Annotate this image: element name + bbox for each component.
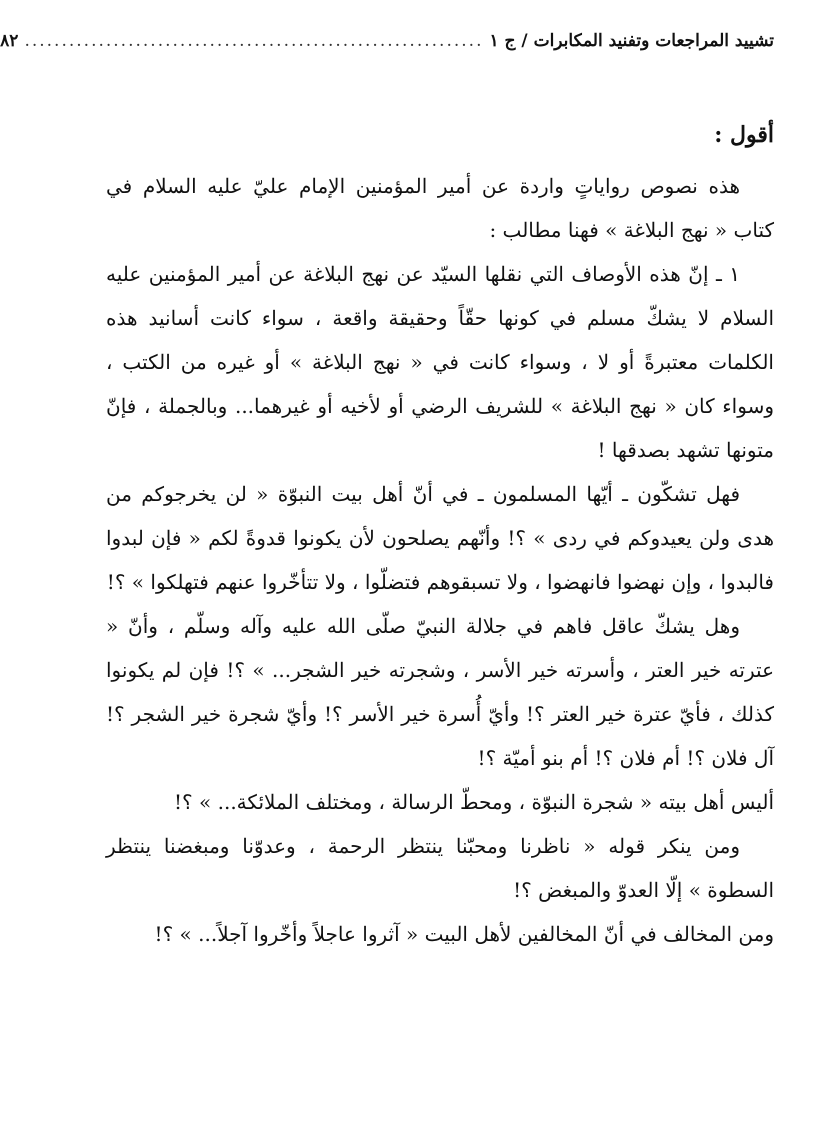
paragraph-question-prophet: وهل يشكّ عاقل فاهم في جلالة النبيّ صلّى الله عليه وآله وسلّم ، وأنّ « عترته خير العتر ، وأسرته خير الأسر ، وشجرته خير الشجر... » ؟! فإن لم يكونوا كذلك ، فأيّ عترة خير العتر ؟! وأيّ أُسرة خير الأسر ؟! وأيّ شجرة خير الشجر ؟! آل فلان ؟! أم فلان ؟! أم بنو أميّة ؟! xyxy=(106,614,774,770)
body-text xyxy=(106,164,774,956)
paragraph-point-1: ١ ـ إنّ هذه الأوصاف التي نقلها السيّد عن نهج البلاغة عن أمير المؤمنين عليه السلام لا يشكّ مسلم في كونها حقّاً وحقيقة واقعة ، سواء كانت أسانيد هذه الكلمات معتبرةً أو لا ، وسواء كانت في « نهج البلاغة » أو غيره من الكتب ، وسواء كان « نهج البلاغة » للشريف الرضي أو لأخيه أو غيرهما... وبالجملة ، فإنّ متونها تشهد بصدقها ! xyxy=(106,262,774,462)
running-header xyxy=(0,28,774,54)
paragraph-question-opponents: ومن المخالف في أنّ المخالفين لأهل البيت « آثروا عاجلاً وأخّروا آجلاً... » ؟! xyxy=(154,922,774,946)
paragraph-question-ahl-al-bayt: فهل تشكّون ـ أيّها المسلمون ـ في أنّ أهل بيت النبوّة « لن يخرجوكم من هدى ولن يعيدوكم في ردى » ؟! وأنّهم يصلحون لأن يكونوا قدوةً لكم « فإن لبدوا فالبدوا ، وإن نهضوا فانهضوا ، ولا تسبقوهم فتضلّوا ، ولا تتأخّروا عنهم فتهلكوا » ؟! xyxy=(106,482,774,594)
book-page xyxy=(0,28,774,956)
paragraph-intro: هذه نصوص رواياتٍ واردة عن أمير المؤمنين الإمام عليّ عليه السلام في كتاب « نهج البلاغة » فهنا مطالب : xyxy=(106,174,774,242)
book-title: تشييد المراجعات وتفنيد المكابرات / ج ١ xyxy=(489,31,774,51)
paragraph-question-deniers: ومن ينكر قوله « ناظرنا ومحبّنا ينتظر الرحمة ، وعدوّنا ومبغضنا ينتظر السطوة » إلّا العدوّ والمبغض ؟! xyxy=(106,834,774,902)
paragraph-question-household: أليس أهل بيته « شجرة النبوّة ، ومحطّ الرسالة ، ومختلف الملائكة... » ؟! xyxy=(174,790,774,814)
section-heading: أقول : xyxy=(714,122,774,148)
page-number: ٨٢ xyxy=(0,31,19,51)
header-leader-dots: .............................................................. xyxy=(24,31,484,51)
